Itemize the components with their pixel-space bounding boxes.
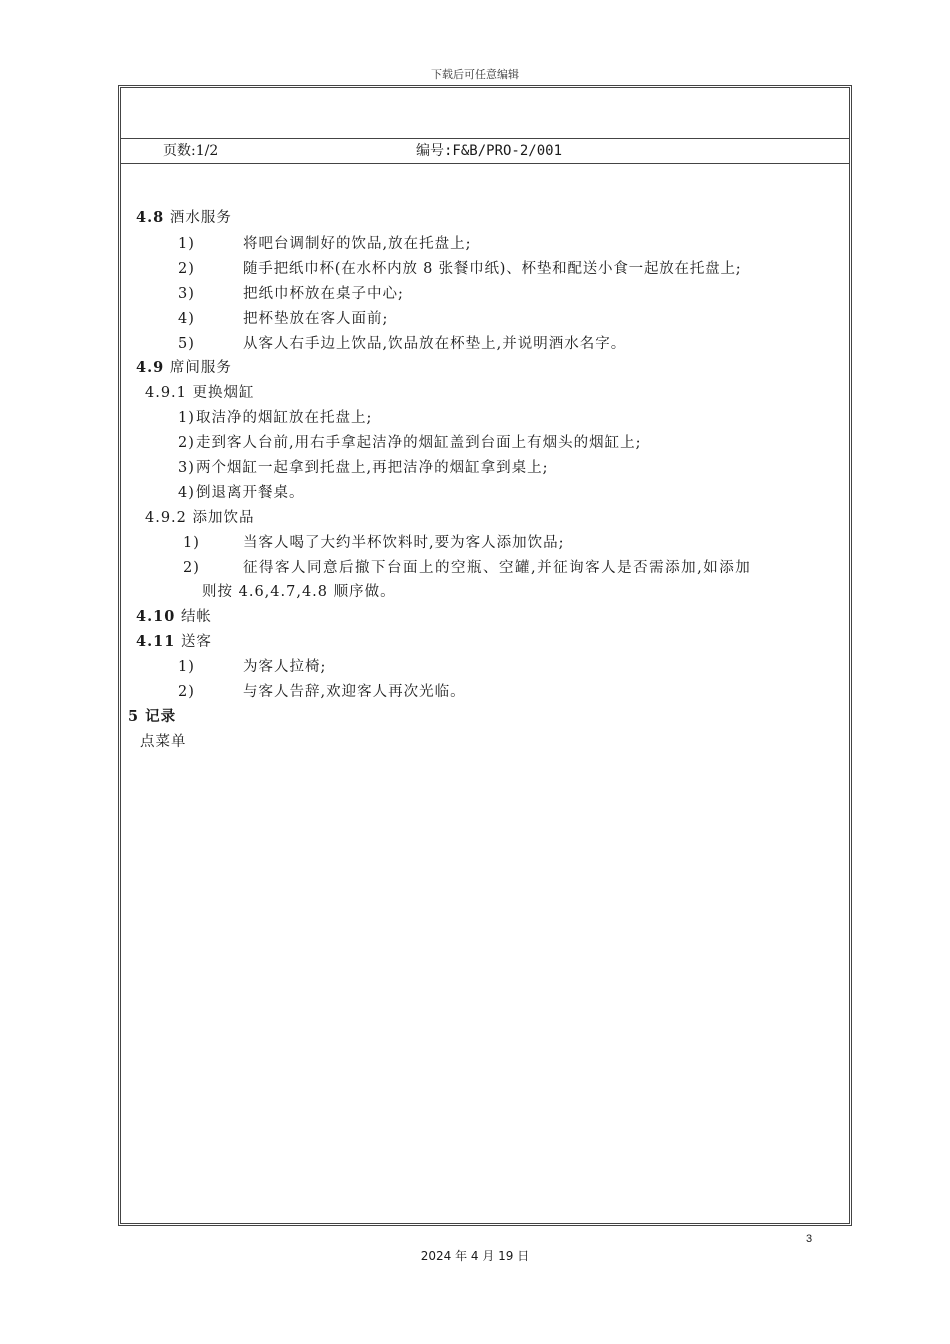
document-code: 编号:F&B/PRO-2/001 — [416, 143, 563, 159]
list-item: 把纸巾杯放在桌子中心; — [243, 286, 404, 302]
list-number: 4) — [178, 311, 195, 327]
record-item: 点菜单 — [140, 734, 187, 750]
section-heading-4-11: 4.11 送客 — [136, 633, 212, 650]
page-count: 页数:1/2 — [163, 143, 219, 159]
list-number: 1) — [178, 659, 195, 675]
list-number: 1) — [178, 410, 195, 426]
footer-date: 2024 年 4 月 19 日 — [420, 1249, 530, 1263]
header-divider — [121, 163, 849, 164]
list-item: 把杯垫放在客人面前; — [243, 311, 389, 327]
top-note: 下载后可任意编辑 — [431, 68, 519, 81]
list-item: 走到客人台前,用右手拿起洁净的烟缸盖到台面上有烟头的烟缸上; — [196, 435, 642, 451]
list-number: 2) — [183, 560, 200, 576]
list-item: 征得客人同意后撤下台面上的空瓶、空罐,并征询客人是否需添加,如添加 — [243, 560, 752, 576]
list-item: 两个烟缸一起拿到托盘上,再把洁净的烟缸拿到桌上; — [196, 460, 549, 476]
list-number: 2) — [178, 435, 195, 451]
list-item: 将吧台调制好的饮品,放在托盘上; — [243, 236, 472, 252]
list-item: 从客人右手边上饮品,饮品放在杯垫上,并说明酒水名字。 — [243, 336, 627, 352]
header-divider — [121, 138, 849, 139]
section-heading-4-9: 4.9 席间服务 — [136, 359, 232, 376]
list-number: 2) — [178, 684, 195, 700]
section-heading-4-8: 4.8 酒水服务 — [136, 209, 232, 226]
list-item: 取洁净的烟缸放在托盘上; — [196, 410, 373, 426]
list-number: 1) — [183, 535, 200, 551]
subsection-heading-4-9-1: 4.9.1 更换烟缸 — [145, 385, 255, 401]
list-number: 2) — [178, 261, 195, 277]
list-number: 5) — [178, 336, 195, 352]
list-number: 4) — [178, 485, 195, 501]
list-item-continuation: 则按 4.6,4.7,4.8 顺序做。 — [202, 584, 396, 600]
document-frame — [118, 85, 852, 1226]
list-item: 与客人告辞,欢迎客人再次光临。 — [243, 684, 466, 700]
page-number: 3 — [806, 1233, 813, 1245]
header-row — [121, 140, 849, 162]
list-item: 倒退离开餐桌。 — [196, 485, 305, 501]
list-item: 随手把纸巾杯(在水杯内放 8 张餐巾纸)、杯垫和配送小食一起放在托盘上; — [243, 261, 742, 277]
list-item: 为客人拉椅; — [243, 659, 327, 675]
subsection-heading-4-9-2: 4.9.2 添加饮品 — [145, 510, 255, 526]
section-heading-4-10: 4.10 结帐 — [136, 608, 212, 625]
list-number: 1) — [178, 236, 195, 252]
list-item: 当客人喝了大约半杯饮料时,要为客人添加饮品; — [243, 535, 565, 551]
section-heading-5: 5 记录 — [128, 708, 177, 725]
list-number: 3) — [178, 460, 195, 476]
list-number: 3) — [178, 286, 195, 302]
